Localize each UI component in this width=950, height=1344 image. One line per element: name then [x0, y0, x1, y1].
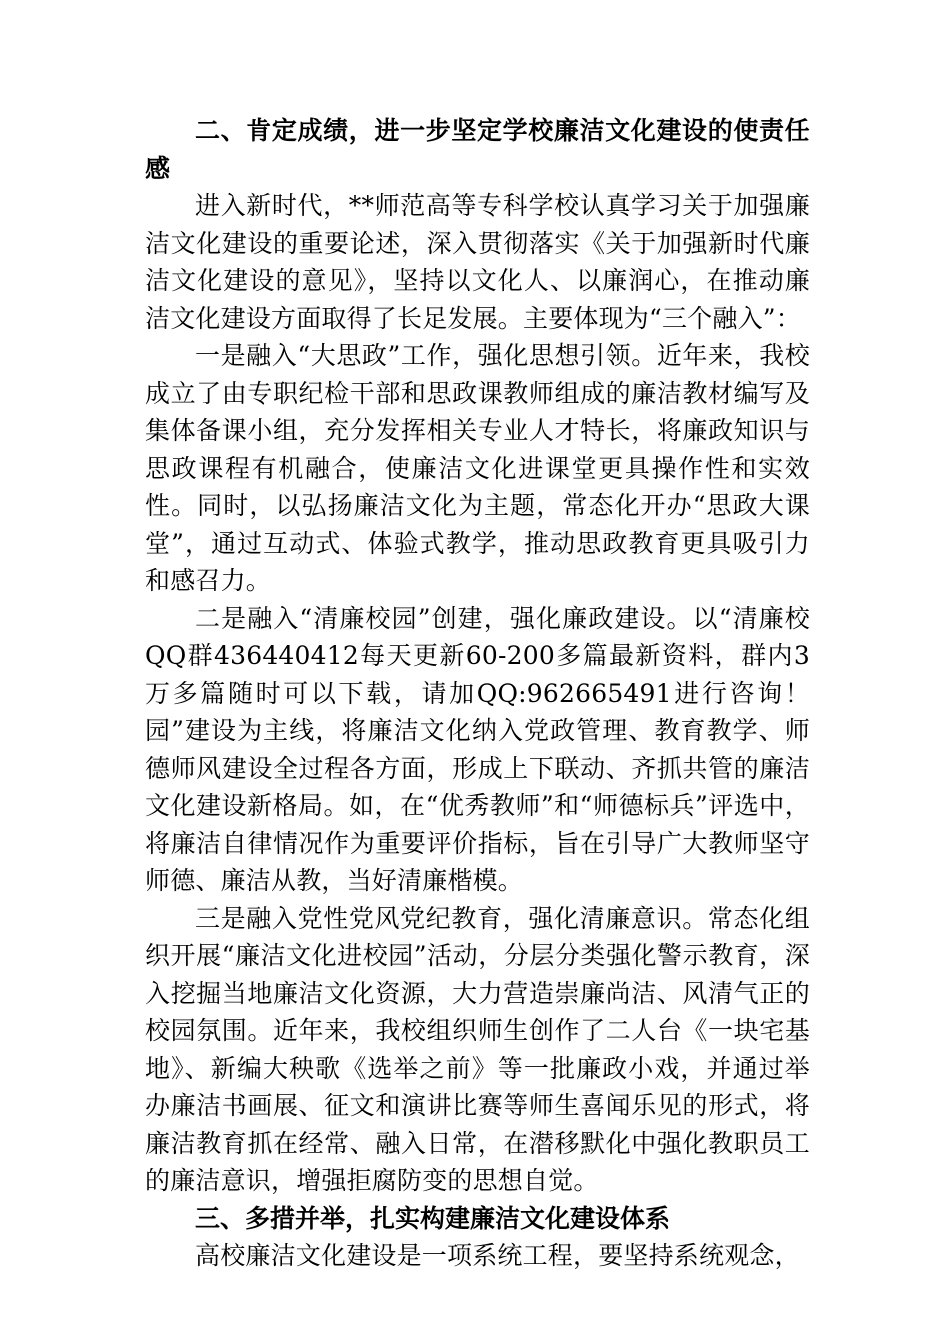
paragraph-integration-1: 一是融入“大思政”工作，强化思想引领。近年来，我校成立了由专职纪检干部和思政课教师组成的廉洁教材编写及集体备课小组，充分发挥相关专业人才特长，将廉政知识与思政课程有机融合，使廉洁文化进课堂更具操作性和实效性。同时，以弘扬廉洁文化为主题，常态化开办“思政大课堂”，通过互动式、体验式教学，推动思政教育更具吸引力和感召力。	[145, 341, 810, 595]
paragraph-system: 高校廉洁文化建设是一项系统工程，要坚持系统观念，	[195, 1241, 800, 1270]
section-heading-2: 二、肯定成绩，进一步坚定学校廉洁文化建设的使责任感	[145, 116, 810, 183]
paragraph-integration-2: 二是融入“清廉校园”创建，强化廉政建设。以“清廉校QQ群436440412每天更新60-200多篇最新资料，群内3万多篇随时可以下载，请加QQ:962665491进行咨询！园”建设为主线，将廉洁文化纳入党政管理、教育教学、师德师风建设全过程各方面，形成上下联动、齐抓共管的廉洁文化建设新格局。如，在“优秀教师”和“师德标兵”评选中，将廉洁自律情况作为重要评价指标，旨在引导广大教师坚守师德、廉洁从教，当好清廉楷模。	[145, 603, 810, 895]
paragraph-intro: 进入新时代，**师范高等专科学校认真学习关于加强廉洁文化建设的重要论述，深入贯彻落实《关于加强新时代廉洁文化建设的意见》，坚持以文化人、以廉润心，在推动廉洁文化建设方面取得了长足发展。主要体现为“三个融入”：	[145, 191, 810, 333]
section-heading-3: 三、多措并举，扎实构建廉洁文化建设体系	[195, 1203, 671, 1233]
document-page	[145, 112, 810, 1275]
paragraph-integration-3: 三是融入党性党风党纪教育，强化清廉意识。常态化组织开展“廉洁文化进校园”活动，分层分类强化警示教育，深入挖掘当地廉洁文化资源，大力营造崇廉尚洁、风清气正的校园氛围。近年来，我校组织师生创作了二人台《一块宅基地》、新编大秧歌《选举之前》等一批廉政小戏，并通过举办廉洁书画展、征文和演讲比赛等师生喜闻乐见的形式，将廉洁教育抓在经常、融入日常，在潜移默化中强化教职员工的廉洁意识，增强拒腐防变的思想自觉。	[145, 903, 810, 1195]
